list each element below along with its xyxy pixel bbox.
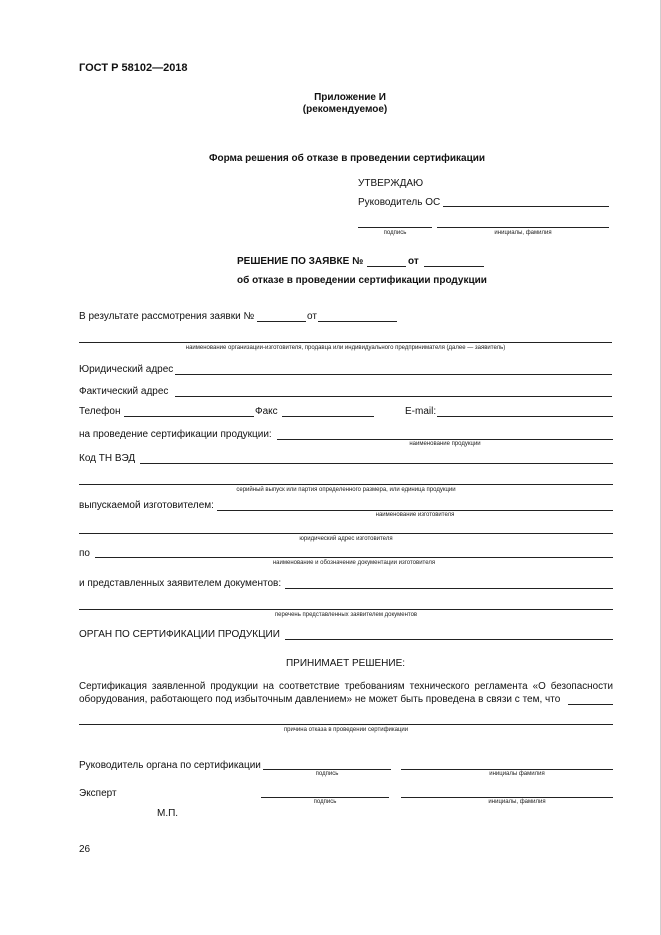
approve-signature-line (358, 227, 432, 228)
fax-line (282, 416, 374, 417)
stamp-label: М.П. (157, 808, 179, 819)
decision-number-line (367, 266, 406, 267)
manufacturer-address-caption: юридический адрес изготовителя (299, 536, 393, 542)
appendix-title: Приложение И (314, 92, 386, 103)
decision-date-line (424, 266, 484, 267)
documentation-line (95, 557, 613, 558)
legal-address-line (175, 374, 612, 375)
approve-signature-caption: подпись (383, 230, 407, 236)
cert-products-label: на проведение сертификации продукции: (79, 429, 272, 440)
expert-name-caption: инициалы, фамилия (488, 799, 546, 805)
actual-address-line (175, 396, 612, 397)
legal-address-label: Юридический адрес (79, 364, 174, 375)
head-body-label: Руководитель органа по сертификации (79, 760, 261, 771)
reason-continue-line (568, 704, 613, 705)
reason-line (79, 724, 613, 725)
result-from: от (307, 311, 317, 322)
product-caption: наименование продукции (409, 441, 481, 447)
decision-paragraph-line1: Сертификация заявленной продукции на соответствие требованиям технического регламента «О безопасности (79, 681, 613, 692)
submitted-docs-label: и представленных заявителем документов: (79, 578, 282, 589)
certification-body-label: ОРГАН ПО СЕРТИФИКАЦИИ ПРОДУКЦИИ (79, 629, 280, 640)
approve-name-line (437, 227, 609, 228)
serial-line (79, 484, 613, 485)
result-number-line (257, 321, 306, 322)
approve-name-caption: инициалы, фамилия (494, 230, 552, 236)
submitted-docs-line (285, 588, 613, 589)
expert-label: Эксперт (79, 788, 117, 799)
manufactured-label: выпускаемой изготовителем: (79, 500, 214, 511)
decides-heading: ПРИНИМАЕТ РЕШЕНИЕ: (285, 658, 406, 669)
approve-label: УТВЕРЖДАЮ (358, 178, 424, 189)
expert-signature-caption: подпись (313, 799, 337, 805)
documentation-caption: наименование и обозначение документации изготовителя (272, 560, 436, 566)
head-signature-line (263, 769, 391, 770)
email-line (437, 416, 613, 417)
certification-body-line (285, 639, 613, 640)
product-line (277, 439, 613, 440)
decision-from: от (408, 256, 419, 267)
appendix-subtitle: (рекомендуемое) (302, 104, 388, 115)
expert-name-line (401, 797, 613, 798)
reason-caption: причина отказа в проведении сертификации (283, 727, 409, 733)
email-label: E-mail: (405, 406, 437, 417)
actual-address-label: Фактический адрес (79, 386, 169, 397)
form-title: Форма решения об отказе в проведении сертификации (208, 153, 486, 164)
manufacturer-caption: наименование изготовителя (375, 512, 455, 518)
head-signature-caption: подпись (315, 771, 339, 777)
manufacturer-line (217, 510, 613, 511)
decision-subtitle: об отказе в проведении сертификации продукции (237, 275, 487, 286)
head-os-line (443, 206, 609, 207)
expert-signature-line (261, 797, 389, 798)
serial-caption: серийный выпуск или партия определенного размера, или единица продукции (236, 487, 456, 493)
docs-list-line (79, 609, 613, 610)
fax-label: Факс (255, 406, 278, 417)
manufacturer-address-line (79, 533, 613, 534)
result-prefix: В результате рассмотрения заявки № (79, 311, 255, 322)
head-os-label: Руководитель ОС (358, 197, 441, 208)
phone-line (124, 416, 254, 417)
decision-prefix: РЕШЕНИЕ ПО ЗАЯВКЕ № (237, 256, 364, 267)
code-line (140, 463, 613, 464)
phone-label: Телефон (79, 406, 121, 417)
standard-header: ГОСТ Р 58102—2018 (79, 62, 188, 74)
by-label: по (79, 548, 90, 559)
docs-list-caption: перечень представленных заявителем документов (274, 612, 418, 618)
applicant-caption: наименование организации-изготовителя, продавца или индивидуального предпринимателя (далее — заявитель) (185, 345, 506, 351)
decision-paragraph-line2: оборудования, работающего под избыточным давлением» не может быть проведена в связи с тем, что (79, 694, 561, 705)
result-date-line (318, 321, 397, 322)
applicant-line (79, 342, 612, 343)
head-name-line (401, 769, 613, 770)
code-label: Код ТН ВЭД (79, 453, 136, 464)
head-name-caption: инициалы фамилия (489, 771, 545, 777)
page-number: 26 (79, 844, 91, 855)
